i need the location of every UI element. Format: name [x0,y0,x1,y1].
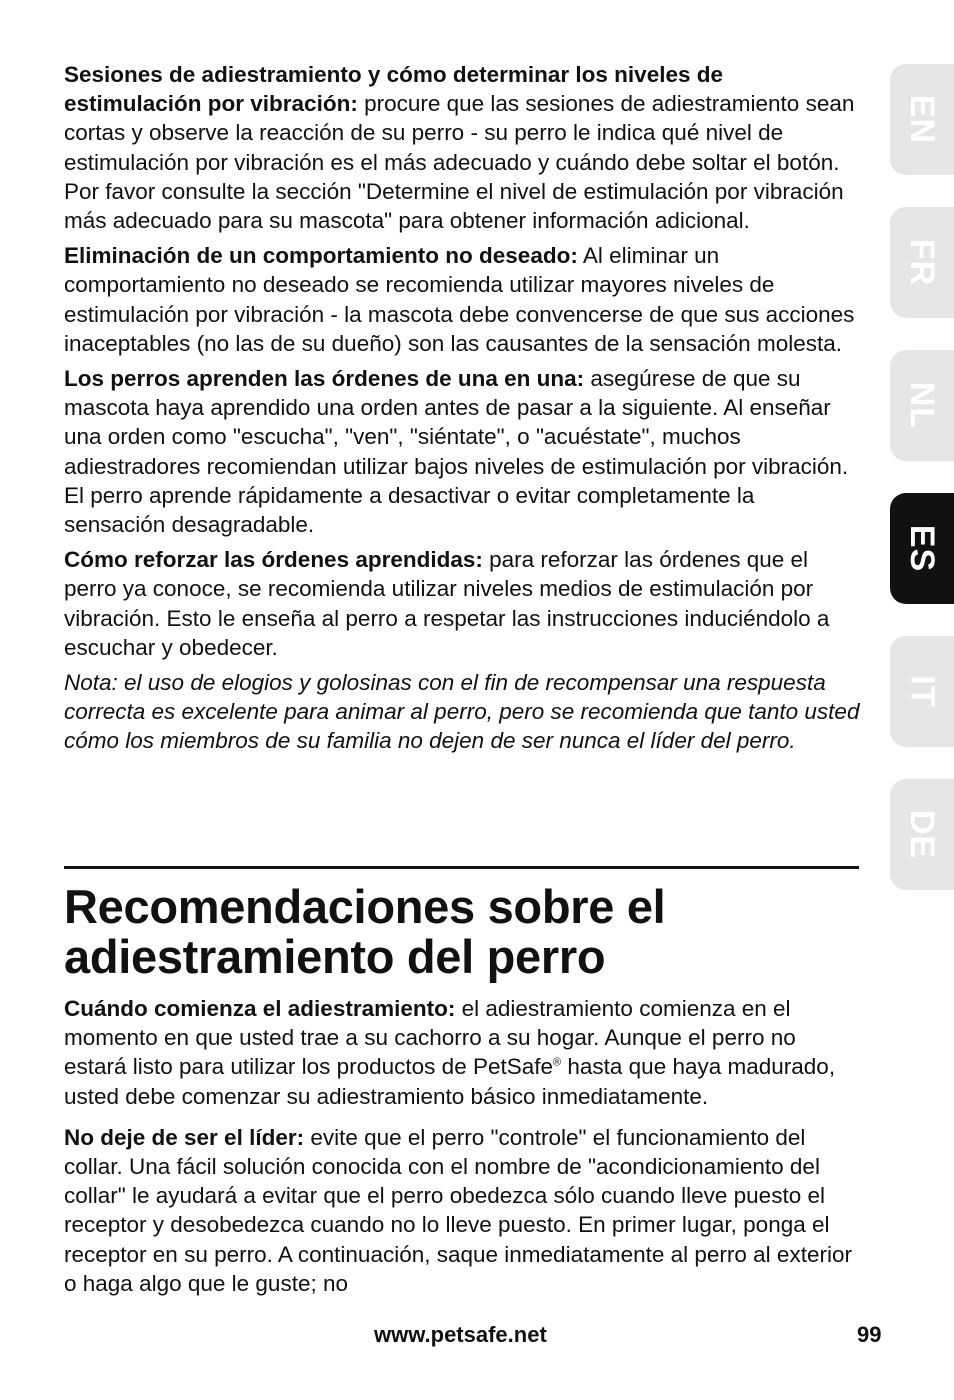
note-text: Nota: el uso de elogios y golosinas con el fin de recompensar una respuesta correcta es excelente para animar al perro, pero se recomienda que tanto usted cómo los miembros de su familia no dejen de ser nunca el líder del perro. [64,670,860,754]
tab-label: EN [903,94,942,145]
paragraph-text: asegúrese de que su mascota haya aprendido una orden antes de pasar a la siguiente. Al enseñar una orden como "escucha", "ven", "siéntate", o "acuéstate", muchos adiestradores recomiendan utilizar bajos niveles de estimulación por vibración. El perro aprende rápidamente a desactivar o evitar completamente la sensación desagradable. [64,366,849,538]
paragraph-text: evite que el perro "controle" el funcionamiento del collar. Una fácil solución conocida con el nombre de "acondicionamiento del collar" le ayudará a evitar que el perro obedezca sólo cuando lleve puesto el receptor y desobedezca cuando no lo lleve puesto. En primer lugar, ponga el receptor en su perro. A continuación, saque inmediatamente al perro al exterior o haga algo que le guste; no [64,1124,852,1296]
tab-label: NL [903,381,942,430]
paragraph-heading: Cuándo comienza el adiestramiento: [64,996,456,1021]
tab-en[interactable] [890,64,954,175]
paragraph-training-sessions [64,60,860,235]
page-number: 99 [857,1322,882,1347]
paragraph-be-the-leader [64,1123,864,1298]
tab-es[interactable] [890,493,954,604]
section-title: Recomendaciones sobre el adiestramiento del perro [64,880,666,983]
tips-content [64,60,860,756]
registered-mark: ® [553,1056,562,1069]
paragraph-heading: No deje de ser el líder: [64,1124,305,1150]
paragraph-when-training-starts [64,994,864,1111]
paragraph-text: hasta que haya madurado, usted debe comenzar su adiestramiento básico inmediatamente. [64,1054,836,1109]
tab-label: DE [903,809,942,860]
tab-nl[interactable] [890,350,954,461]
paragraph-eliminate-behavior [64,241,860,358]
footer-url[interactable]: www.petsafe.net [374,1322,547,1347]
paragraph-reinforce [64,545,860,662]
tab-label: ES [903,524,942,573]
paragraph-heading: Los perros aprenden las órdenes de una en una: [64,366,585,392]
paragraph-text: el adiestramiento comienza en el momento en que usted trae a su cachorro a su hogar. Aunque el perro no estará listo para utilizar los productos de PetSafe [64,996,796,1080]
paragraph-text: procure que las sesiones de adiestramiento sean cortas y observe la reacción de su perro - su perro le indica qué nivel de estimulación por vibración es el más adecuado y cuándo debe soltar el botón. Por favor consulte la sección "Determine el nivel de estimulación por vibración más adecuado para su mascota" para obtener información adicional. [64,91,855,234]
paragraph-text: para reforzar las órdenes que el perro ya conoce, se recomienda utilizar niveles medios de estimulación por vibración. Esto le enseña al perro a respetar las instrucciones induciéndolo a escuchar y obedecer. [64,547,830,660]
tab-de[interactable] [890,779,954,890]
recommendations-section [64,882,864,1310]
tab-label: IT [903,675,942,708]
paragraph-heading: Sesiones de adiestramiento y cómo determinar los niveles de estimulación por vibración: [64,62,723,117]
tab-label: FR [903,238,942,287]
tab-fr[interactable] [890,207,954,318]
paragraph-one-command [64,364,860,539]
paragraph-heading: Cómo reforzar las órdenes aprendidas: [64,547,483,573]
section-divider [64,866,859,869]
tab-it[interactable] [890,636,954,747]
paragraph-text: Al eliminar un comportamiento no deseado se recomienda utilizar mayores niveles de estimulación por vibración - la mascota debe convencerse de que sus acciones inaceptables (no las de su dueño) son las causantes de la sensación molesta. [64,243,855,356]
paragraph-heading: Eliminación de un comportamiento no deseado: [64,243,578,269]
